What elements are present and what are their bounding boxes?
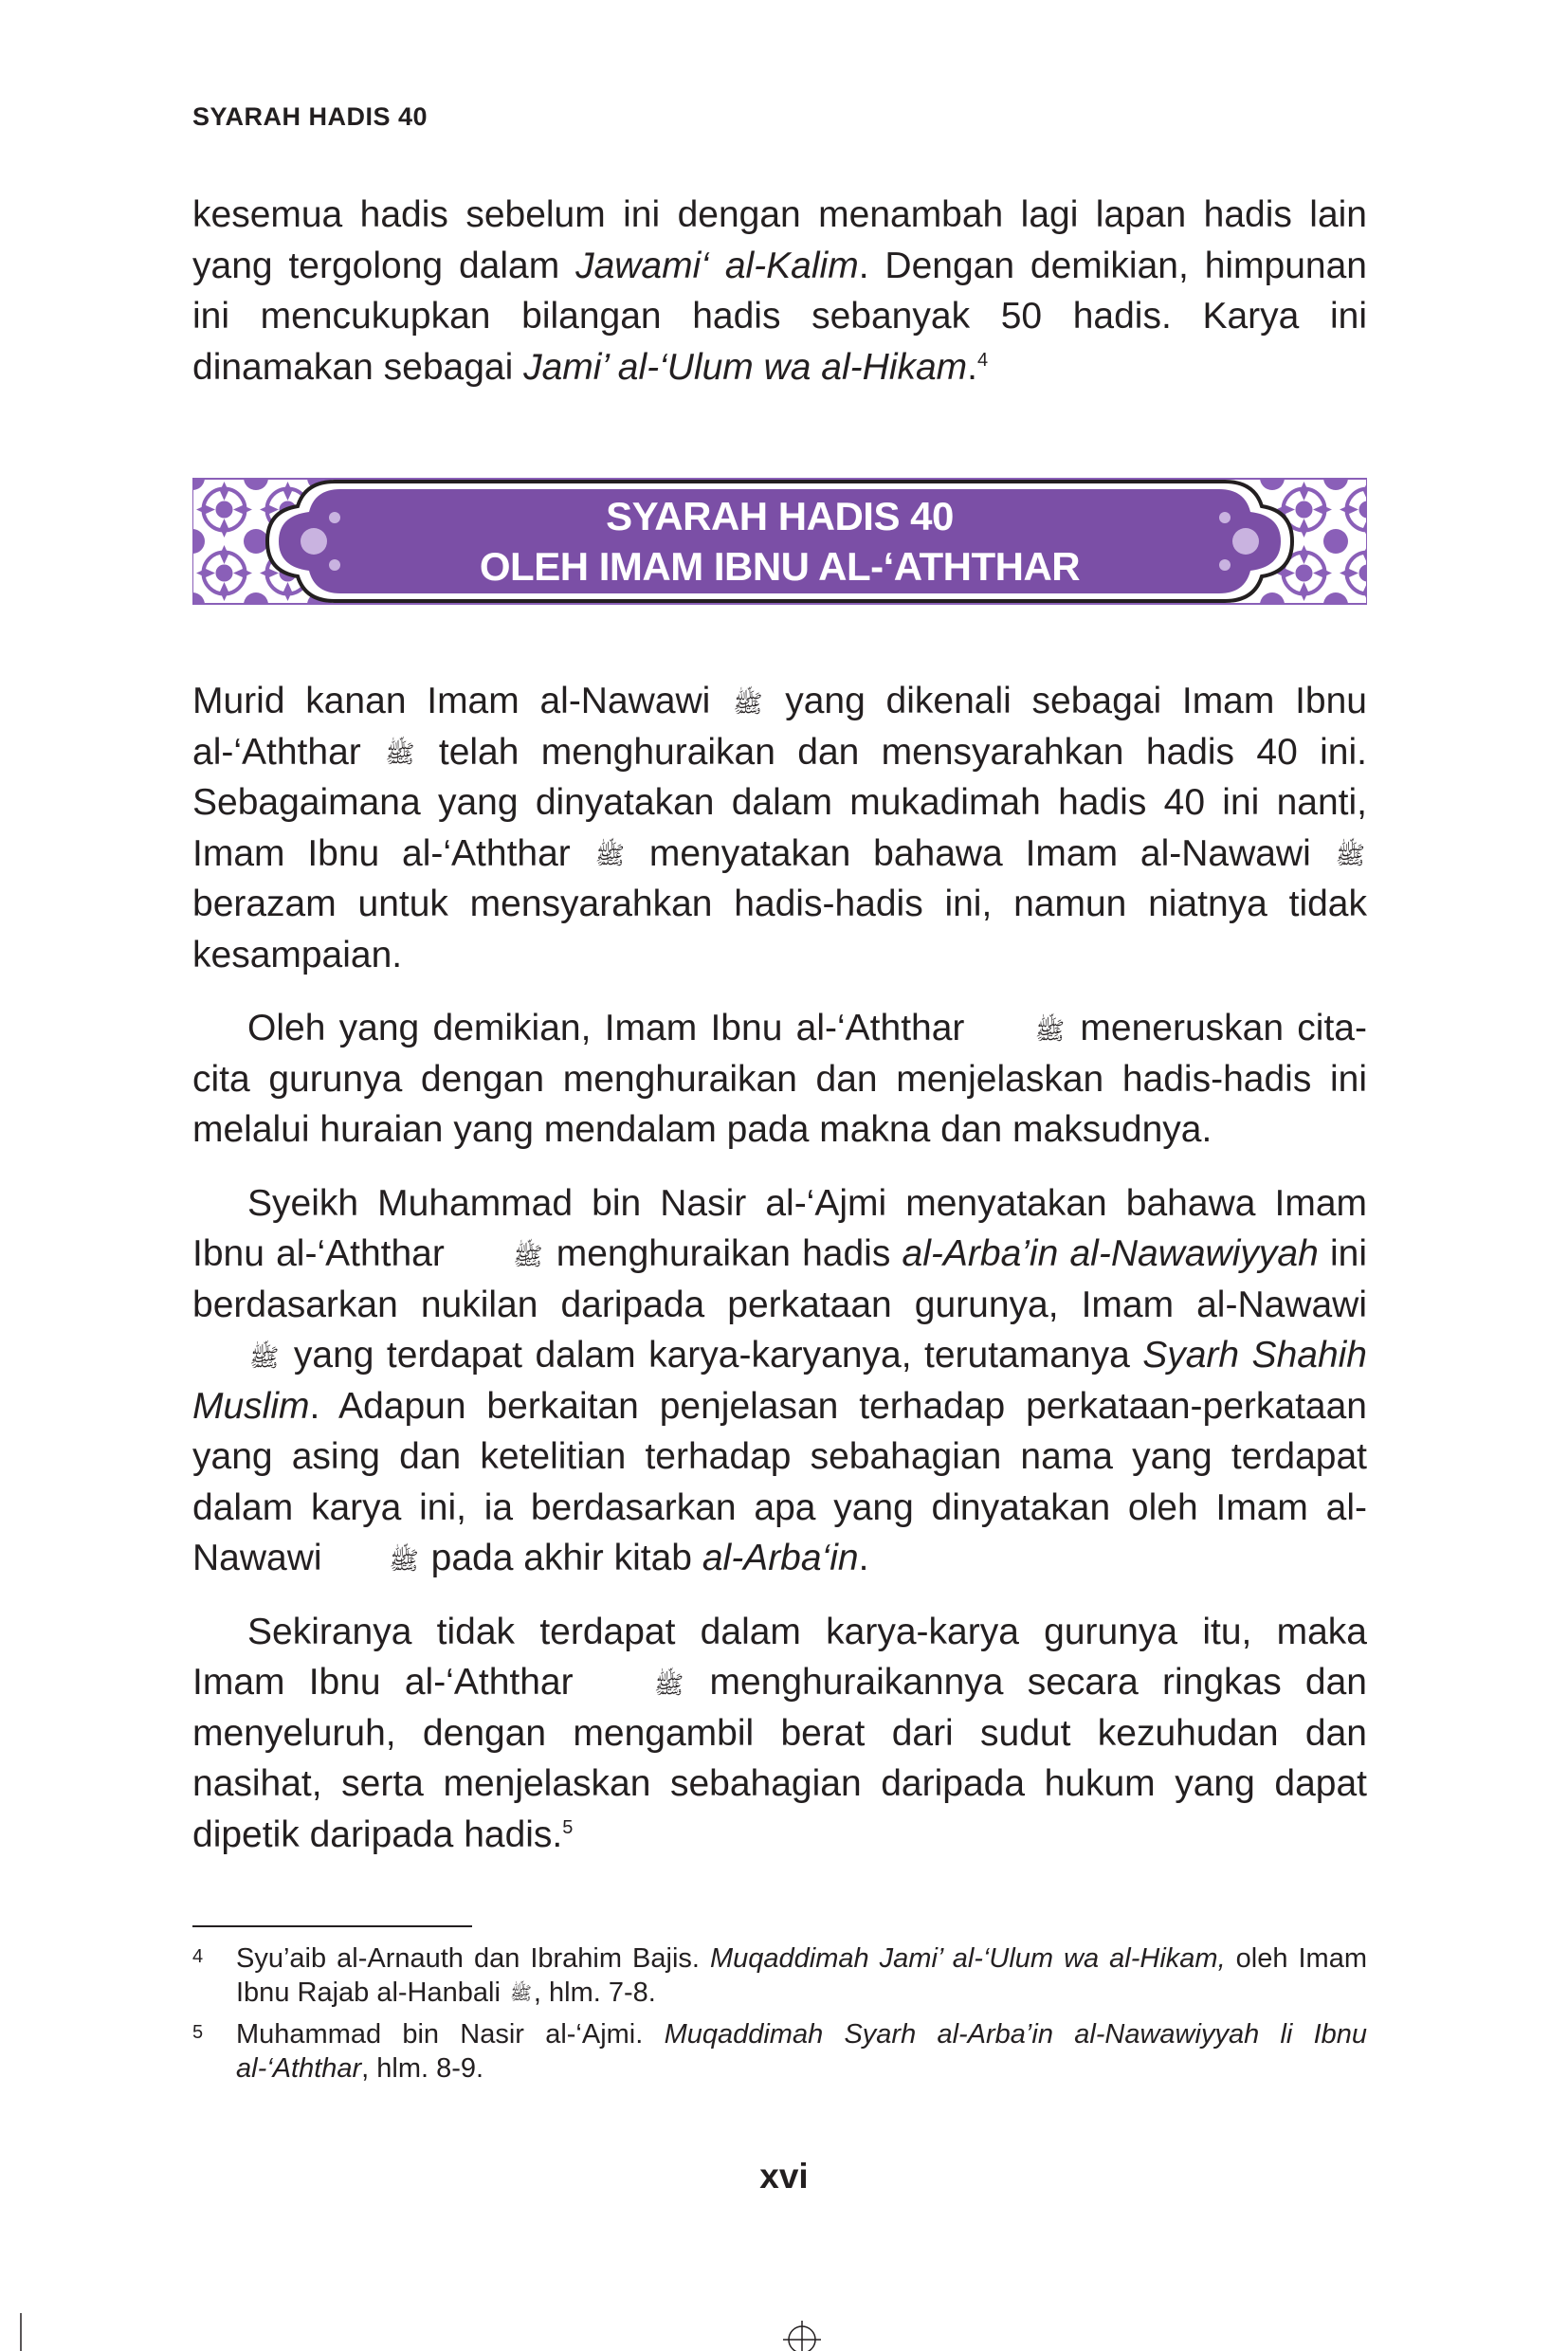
paragraph-3 <box>192 1178 1367 1584</box>
footnote-number: 5 <box>192 2022 204 2043</box>
honorific-icon: ﷺ <box>513 1241 543 1270</box>
paragraph-1 <box>192 676 1367 980</box>
intro-text <box>192 190 1367 392</box>
honorific-icon: ﷺ <box>509 1983 532 2004</box>
honorific-icon: ﷺ <box>733 688 763 718</box>
p3-italic-1: al-Arba’in al-Nawawiyyah <box>902 1233 1319 1274</box>
honorific-icon: ﷺ <box>389 1545 419 1575</box>
footnote-italic: Muqaddimah Jami’ al-‘Ulum wa al-Hikam, <box>709 1943 1226 1974</box>
footnote-ref-5[interactable]: 5 <box>562 1816 574 1838</box>
paragraph-2 <box>192 1003 1367 1156</box>
running-head: SYARAH HADIS 40 <box>192 102 428 131</box>
p1-text-5: berazam untuk mensyarahkan hadis-hadis ini, namun niatnya tidak kesampaian. <box>192 884 1367 975</box>
footnote-number: 4 <box>192 1946 204 1967</box>
footnote-italic: Muqaddimah Syarh al-Arba’in al-Nawawiyyah li Ibnu al-‘Aththar <box>236 2019 1368 2084</box>
p3-text-6: pada akhir kitab <box>430 1538 702 1578</box>
p3-text-3: ini berdasarkan nukilan daripada perkataan gurunya, Imam al-Nawawi <box>192 1233 1367 1325</box>
intro-italic-2: Jami’ al-‘Ulum wa al-Hikam <box>523 346 968 388</box>
p3-text-1: Syeikh Muhammad bin Nasir al-‘Ajmi menyatakan bahawa Imam Ibnu al-‘Aththar <box>192 1182 1367 1274</box>
footnote-text: oleh Imam Ibnu Rajab al-Hanbali <box>236 1943 1367 2008</box>
honorific-icon: ﷺ <box>653 1669 684 1699</box>
honorific-icon: ﷺ <box>594 841 626 870</box>
footnote-divider <box>192 1925 472 1927</box>
intro-text-1: kesemua hadis sebelum ini dengan menambah lagi lapan hadis lain yang tergolong dalam <box>192 194 1367 286</box>
footnote-ref-4[interactable]: 4 <box>977 349 989 371</box>
footnote-text: Muhammad bin Nasir al-‘Ajmi. <box>236 2019 665 2050</box>
footnote-4 <box>192 1941 1367 2010</box>
honorific-icon: ﷺ <box>385 739 415 769</box>
p3-text-5: . Adapun berkaitan penjelasan terhadap perkataan-perkataan yang asing dan ketelitian terhadap sebahagian nama yang terdapat dalam karya ini, ia berdasarkan apa yang dinyatakan oleh Imam al-Nawawi <box>192 1385 1367 1578</box>
printer-crop-marks <box>0 2313 1568 2351</box>
p1-text-3: telah menghuraikan dan mensyarahkan hadis 40 ini. Sebagaimana yang dinyatakan dalam mukadimah hadis 40 ini nanti, Imam Ibnu al-‘Aththar <box>192 731 1367 874</box>
page-number: xvi <box>759 2157 809 2196</box>
intro-text-3: . <box>967 346 977 388</box>
banner-title-line2: OLEH IMAM IBNU AL-‘ATHTHAR <box>479 544 1081 589</box>
intro-paragraph <box>192 190 1367 392</box>
section-banner <box>192 478 1367 605</box>
footnote-5 <box>192 2017 1367 2086</box>
p3-text-2: menghuraikan hadis <box>556 1233 903 1274</box>
paragraph-4 <box>192 1607 1367 1861</box>
intro-text-2: . Dengan demikian, himpunan ini mencukupkan bilangan hadis sebanyak 50 hadis. Karya ini dinamakan sebagai <box>192 245 1367 388</box>
p3-text-4: yang terdapat dalam karya-karyanya, terutamanya <box>293 1335 1143 1376</box>
footnotes <box>192 1941 1367 2093</box>
footnote-text: Syu’aib al-Arnauth dan Ibrahim Bajis. <box>236 1943 710 1974</box>
p3-italic-2: Syarh Shahih Muslim <box>192 1335 1367 1427</box>
p2-text-1: Oleh yang demikian, Imam Ibnu al-‘Aththar <box>247 1008 965 1048</box>
p1-text-2: yang dikenali sebagai Imam Ibnu al-‘Aththar <box>192 681 1367 773</box>
p4-text-1: Sekiranya tidak terdapat dalam karya-karya gurunya itu, maka Imam Ibnu al-‘Aththar <box>192 1611 1367 1703</box>
body-text <box>192 676 1367 1860</box>
intro-italic-1: Jawami‘ al-Kalim <box>575 245 859 286</box>
p2-text-2: meneruskan cita-cita gurunya dengan menghuraikan dan menjelaskan hadis-hadis ini melalui huraian yang mendalam pada makna dan maksudnya. <box>192 1008 1367 1150</box>
honorific-icon: ﷺ <box>1034 1015 1066 1045</box>
honorific-icon: ﷺ <box>1335 841 1366 870</box>
p3-text-7: . <box>858 1538 869 1578</box>
p4-text-2: menghuraikannya secara ringkas dan menyeluruh, dengan mengambil berat dari sudut kezuhudan dan nasihat, serta menjelaskan sebahagian daripada hukum yang dapat dipetik daripada hadis. <box>192 1662 1367 1855</box>
p1-text-1: Murid kanan Imam al-Nawawi <box>192 681 711 721</box>
p3-italic-3: al-Arba‘in <box>702 1538 859 1578</box>
p1-text-4: menyatakan bahawa Imam al-Nawawi <box>648 832 1311 874</box>
banner-title-line1: SYARAH HADIS 40 <box>606 494 954 538</box>
honorific-icon: ﷺ <box>249 1342 280 1372</box>
footnote-text: , hlm. 8-9. <box>361 2053 484 2084</box>
footnote-text: , hlm. 7-8. <box>533 1977 656 2008</box>
